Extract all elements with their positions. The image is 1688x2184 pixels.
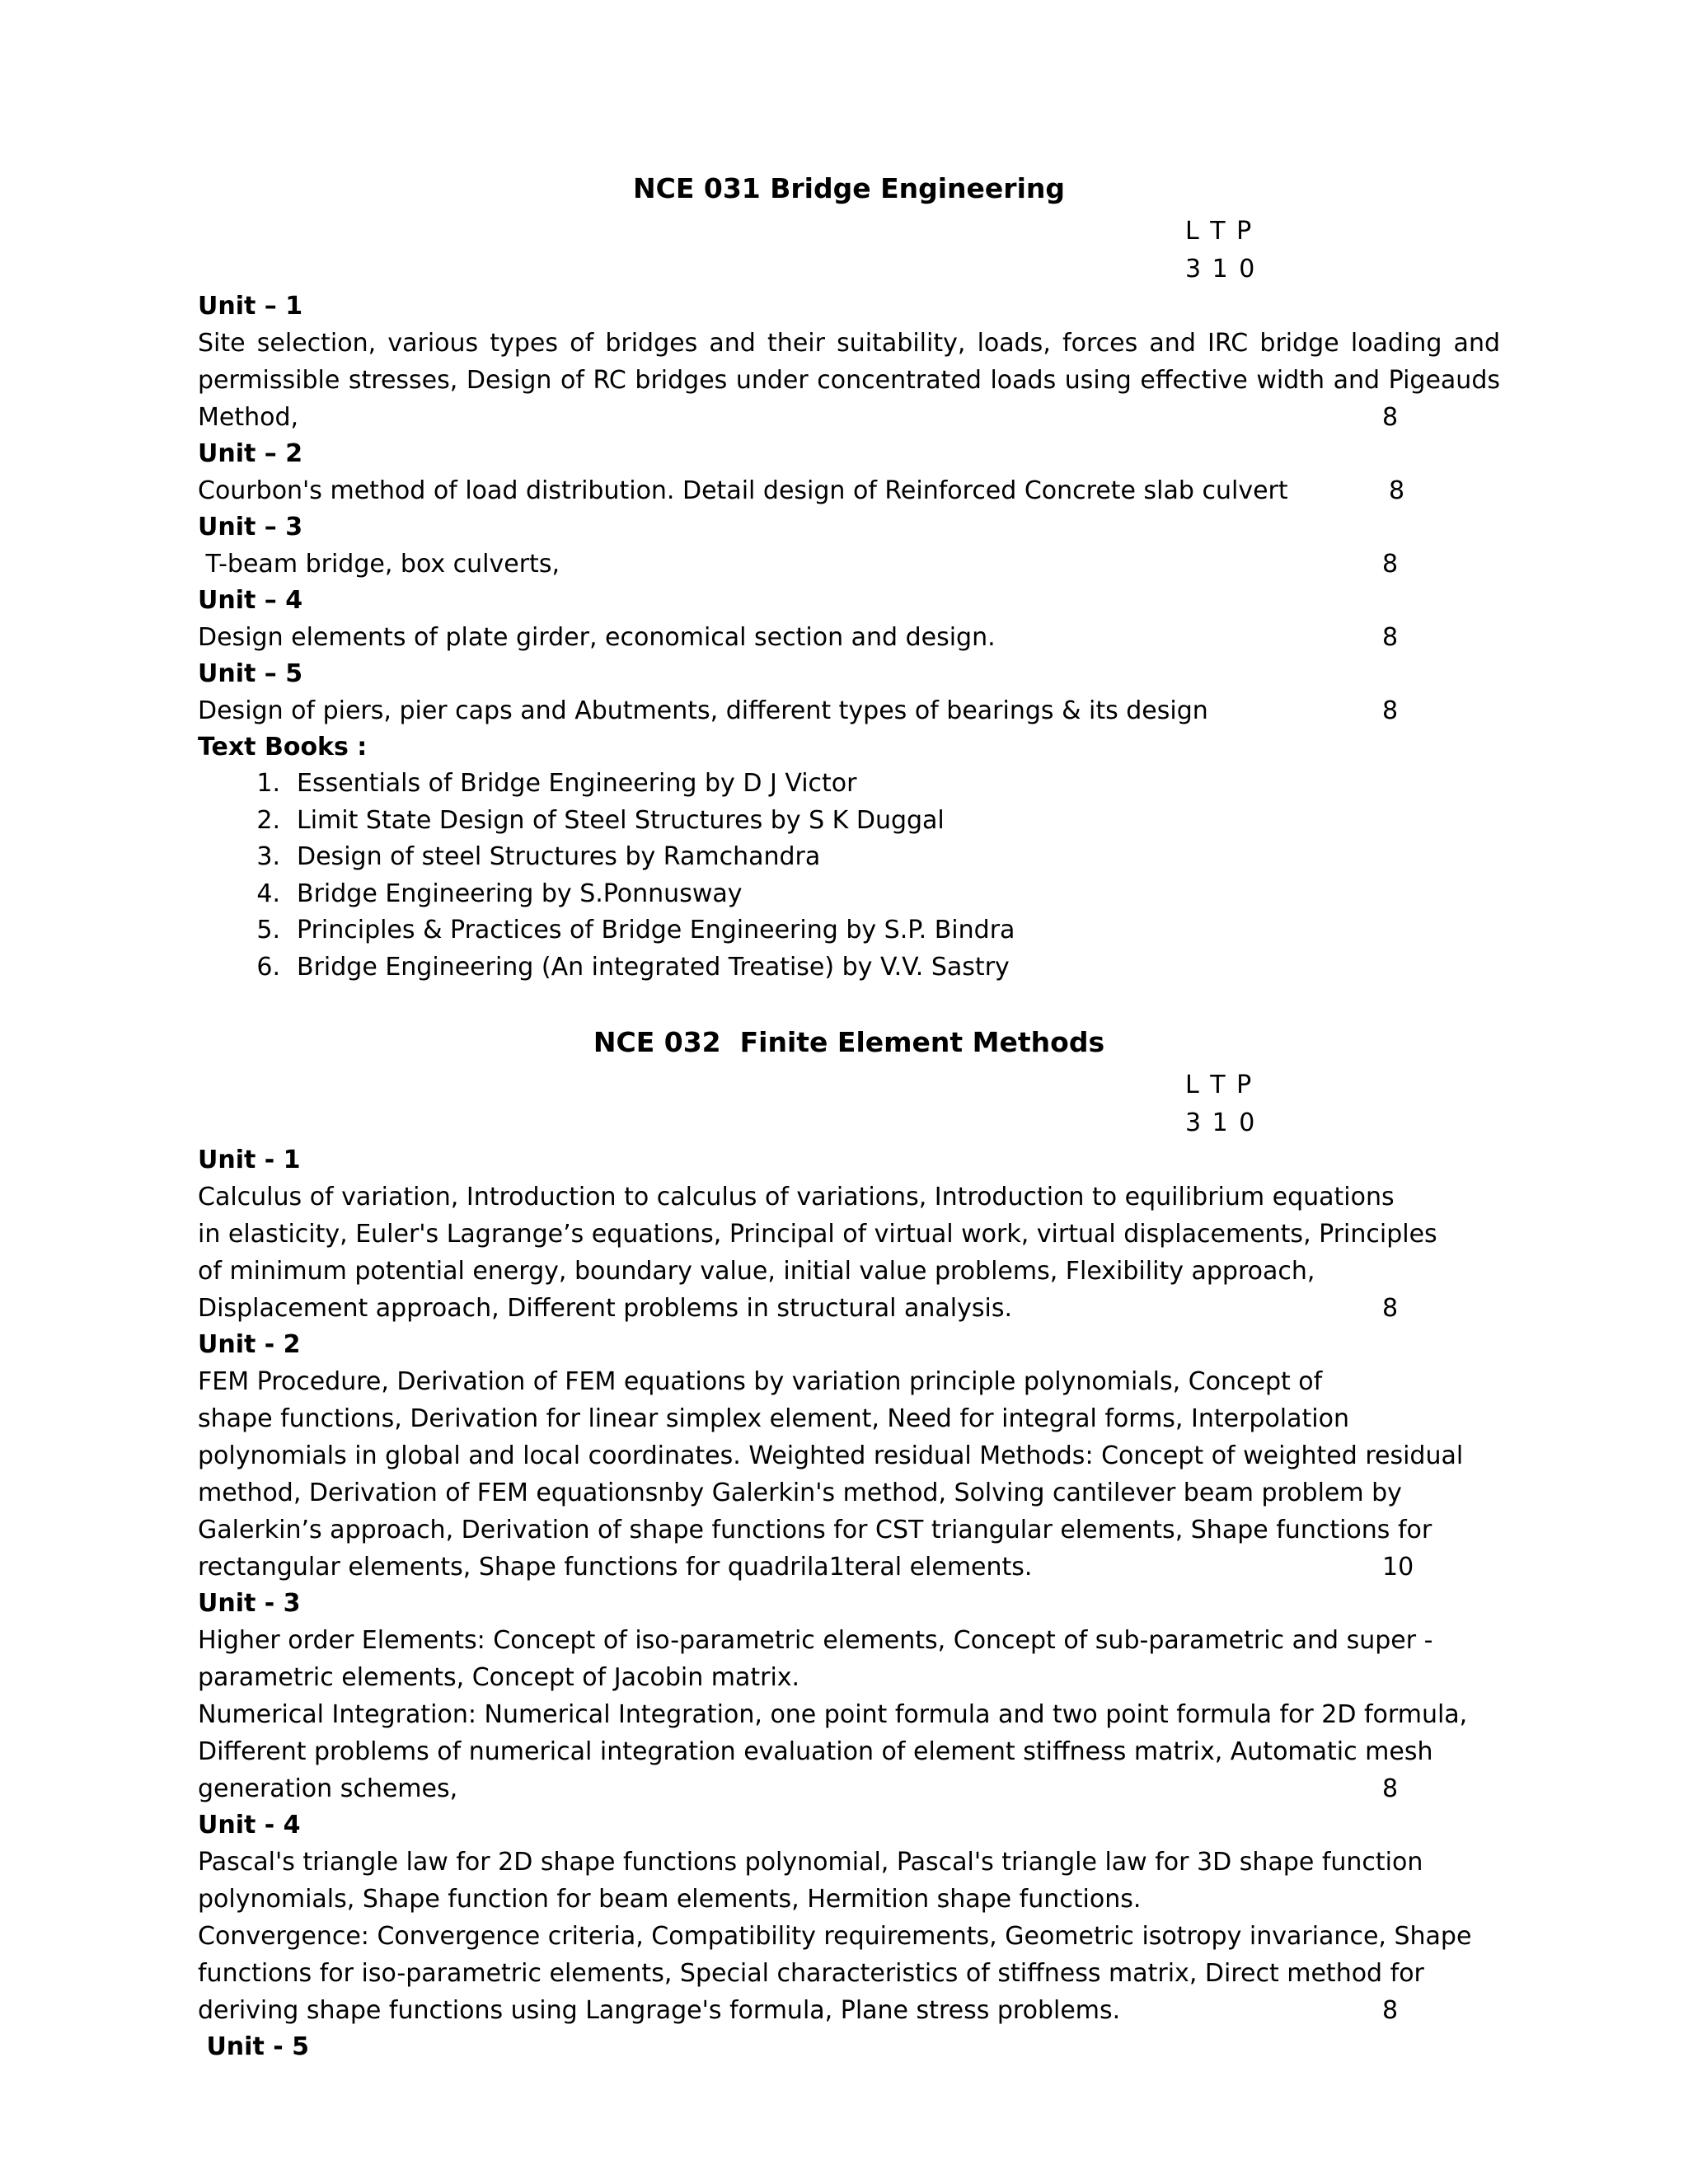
unit-text: Method, — [198, 403, 299, 432]
unit-hours: 8 — [1382, 403, 1399, 432]
unit-hours: 8 — [1382, 623, 1399, 652]
unit-heading: Unit – 4 — [198, 586, 303, 615]
ltp-values: 3 1 0 — [1185, 1108, 1257, 1137]
unit-hours: 8 — [1382, 1294, 1399, 1323]
unit-text: generation schemes, — [198, 1774, 458, 1803]
unit-text: Courbon's method of load distribution. Detail design of Reinforced Concrete slab culvert — [198, 476, 1288, 505]
unit-text: T-beam bridge, box culverts, — [198, 550, 560, 579]
course-title: NCE 032 Finite Element Methods — [593, 1026, 1105, 1058]
unit-hours: 10 — [1382, 1553, 1414, 1582]
unit-text-line: method, Derivation of FEM equationsnby Galerkin's method, Solving cantilever beam problem by — [198, 1479, 1402, 1507]
unit-text: Design of piers, pier caps and Abutments, different types of bearings & its design — [198, 696, 1208, 725]
unit-text-line: Site selection, various types of bridges and their suitability, loads, forces and IRC bridge loading and — [198, 329, 1500, 358]
section-gap — [198, 986, 1500, 1019]
list-item: 1. Essentials of Bridge Engineering by D J Victor — [256, 769, 857, 798]
unit-text-line: shape functions, Derivation for linear simplex element, Need for integral forms, Interpolation — [198, 1404, 1349, 1433]
unit-hours: 8 — [1382, 1996, 1399, 2025]
course-bridge-engineering — [198, 165, 1500, 986]
unit-text-line — [198, 399, 1500, 436]
unit-heading: Unit - 5 — [198, 2032, 309, 2061]
list-item: 5. Principles & Practices of Bridge Engineering by S.P. Bindra — [256, 916, 1015, 944]
ltp-values: 3 1 0 — [1185, 255, 1257, 284]
unit-hours: 8 — [1382, 696, 1399, 725]
ltp-label: L T P — [1185, 217, 1254, 246]
unit-text-line: polynomials in global and local coordinates. Weighted residual Methods: Concept of weighted residual — [198, 1441, 1464, 1470]
unit-text-line: polynomials, Shape function for beam elements, Hermition shape functions. — [198, 1885, 1142, 1914]
unit-hours: 8 — [1382, 1774, 1399, 1803]
unit-heading: Unit – 1 — [198, 292, 303, 321]
unit-text: rectangular elements, Shape functions for quadrila1teral elements. — [198, 1553, 1033, 1582]
unit-text-line: Calculus of variation, Introduction to calculus of variations, Introduction to equilibrium equations — [198, 1183, 1395, 1212]
unit-text-line: parametric elements, Concept of Jacobin matrix. — [198, 1663, 800, 1692]
unit-text-line: functions for iso-parametric elements, Special characteristics of stiffness matrix, Direct method for — [198, 1959, 1424, 1988]
unit-heading: Unit - 3 — [198, 1589, 301, 1618]
unit-text-line: of minimum potential energy, boundary value, initial value problems, Flexibility approach, — [198, 1257, 1315, 1286]
unit-text-line: Numerical Integration: Numerical Integration, one point formula and two point formula for 2D formula, — [198, 1700, 1468, 1729]
unit-text-line: in elasticity, Euler's Lagrange’s equations, Principal of virtual work, virtual displacements, Principles — [198, 1220, 1437, 1249]
unit-text-line — [198, 692, 1500, 729]
unit-hours: 8 — [1389, 476, 1405, 505]
unit-heading: Unit – 2 — [198, 439, 303, 468]
textbooks-heading: Text Books : — [198, 733, 368, 762]
unit-heading: Unit – 5 — [198, 659, 303, 688]
unit-text-line — [198, 1290, 1500, 1327]
unit-text-line — [198, 1770, 1500, 1807]
textbook-list — [198, 766, 1500, 986]
unit-text-line: FEM Procedure, Derivation of FEM equations by variation principle polynomials, Concept of — [198, 1367, 1323, 1396]
unit-text-line — [198, 1992, 1500, 2029]
unit-text-line: permissible stresses, Design of RC bridges under concentrated loads using effective width and Pigeauds — [198, 366, 1500, 395]
unit-text-line: Pascal's triangle law for 2D shape functions polynomial, Pascal's triangle law for 3D shape function — [198, 1848, 1423, 1877]
course-finite-element-methods — [198, 1019, 1500, 2065]
unit-text: Displacement approach, Different problems in structural analysis. — [198, 1294, 1013, 1323]
unit-text: deriving shape functions using Langrage's formula, Plane stress problems. — [198, 1996, 1121, 2025]
list-item: 6. Bridge Engineering (An integrated Treatise) by V.V. Sastry — [256, 952, 1010, 982]
unit-text-line: Galerkin’s approach, Derivation of shape functions for CST triangular elements, Shape functions for — [198, 1516, 1432, 1544]
unit-heading: Unit – 3 — [198, 513, 303, 541]
unit-text-line: Convergence: Convergence criteria, Compatibility requirements, Geometric isotropy invariance, Shape — [198, 1922, 1472, 1951]
page-content — [198, 165, 1500, 2065]
unit-heading: Unit - 2 — [198, 1330, 301, 1359]
unit-text-line — [198, 619, 1500, 656]
list-item: 2. Limit State Design of Steel Structures by S K Duggal — [256, 805, 945, 835]
ltp-label: L T P — [1185, 1071, 1254, 1099]
list-item: 4. Bridge Engineering by S.Ponnusway — [256, 879, 743, 908]
unit-hours: 8 — [1382, 550, 1399, 579]
list-item: 3. Design of steel Structures by Ramchandra — [256, 842, 821, 871]
unit-text: Design elements of plate girder, economical section and design. — [198, 623, 996, 652]
unit-text-line — [198, 1549, 1500, 1586]
unit-text-line — [198, 546, 1500, 583]
unit-text-line — [198, 472, 1500, 509]
unit-heading: Unit - 4 — [198, 1811, 301, 1840]
course-title: NCE 031 Bridge Engineering — [632, 172, 1066, 204]
unit-text-line: Different problems of numerical integration evaluation of element stiffness matrix, Automatic mesh — [198, 1737, 1433, 1766]
unit-heading: Unit - 1 — [198, 1146, 301, 1174]
unit-text-line: Higher order Elements: Concept of iso-parametric elements, Concept of sub-parametric and super - — [198, 1626, 1433, 1655]
